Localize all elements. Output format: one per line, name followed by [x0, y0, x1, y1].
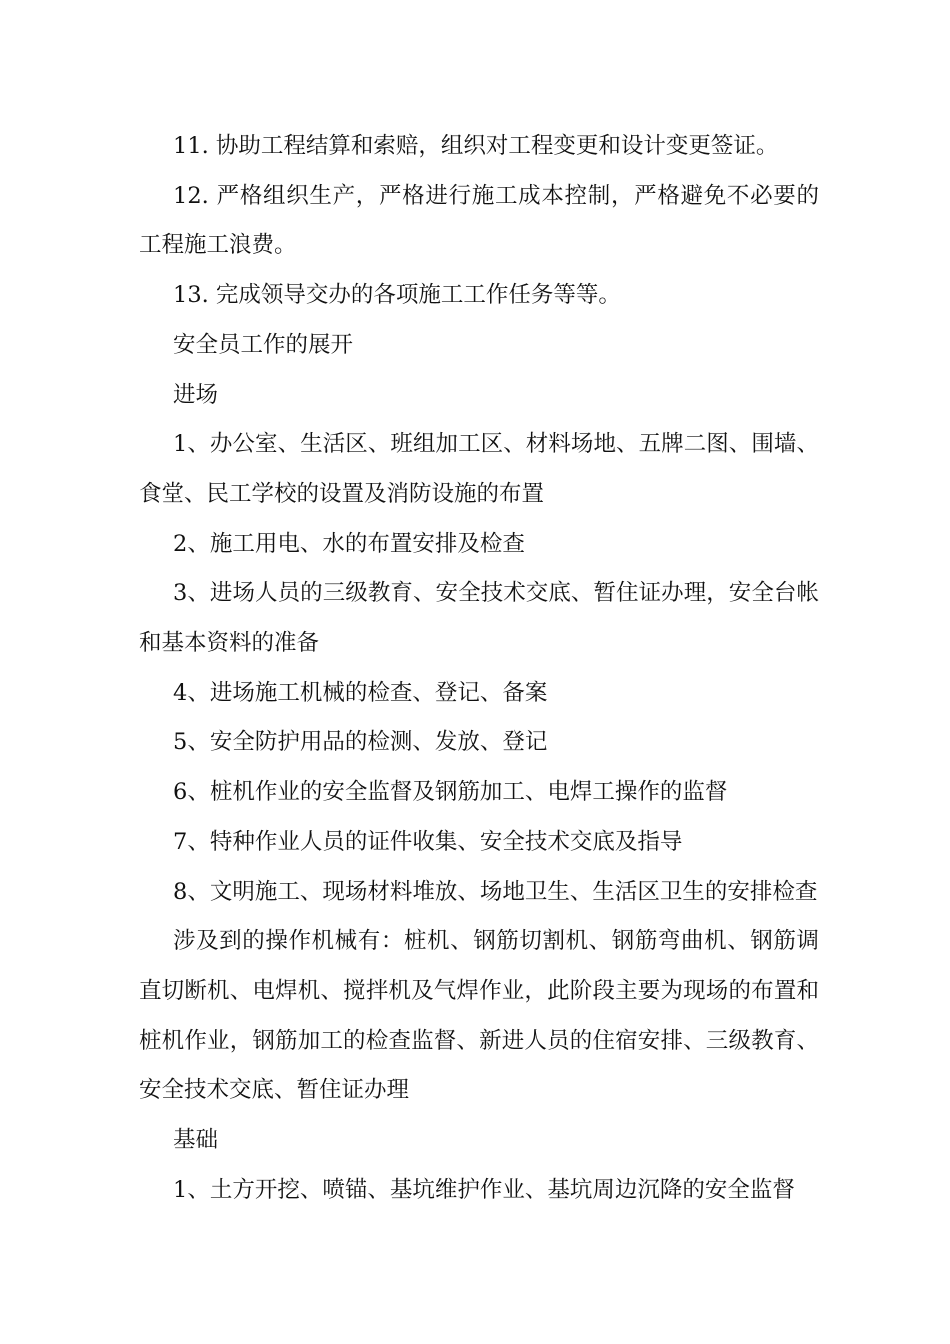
entry-item-8: 8、文明施工、现场材料堆放、场地卫生、生活区卫生的安排检查 — [173, 878, 818, 905]
subheading-foundation: 基础 — [173, 1127, 219, 1154]
item-13-paragraph: 13. 完成领导交办的各项施工工作任务等等。 — [173, 282, 621, 309]
entry-item-4: 4、进场施工机械的检查、登记、备案 — [173, 679, 548, 706]
foundation-item-1: 1、土方开挖、喷锚、基坑维护作业、基坑周边沉降的安全监督 — [173, 1176, 795, 1203]
entry-item-3: 3、进场人员的三级教育、安全技术交底、暂住证办理，安全台帐和基本资料的准备 — [139, 580, 819, 657]
entry-item-5: 5、安全防护用品的检测、发放、登记 — [173, 729, 548, 756]
entry-item-1: 1、办公室、生活区、班组加工区、材料场地、五牌二图、围墙、食堂、民工学校的设置及消防设施的布置 — [139, 431, 819, 507]
entry-item-6: 6、桩机作业的安全监督及钢筋加工、电焊工操作的监督 — [173, 779, 728, 806]
subheading-site-entry: 进场 — [173, 381, 219, 408]
entry-item-7: 7、特种作业人员的证件收集、安全技术交底及指导 — [173, 828, 683, 855]
item-11-paragraph: 11. 协助工程结算和索赔，组织对工程变更和设计变更签证。 — [173, 133, 779, 159]
section-heading-safety-officer: 安全员工作的展开 — [173, 331, 354, 358]
machinery-paragraph: 涉及到的操作机械有：桩机、钢筋切割机、钢筋弯曲机、钢筋调直切断机、电焊机、搅拌机及气焊作业，此阶段主要为现场的布置和桩机作业，钢筋加工的检查监督、新进人员的住宿安排、三级教育、安全技术交底、暂住证办理 — [139, 928, 819, 1104]
entry-item-2: 2、施工用电、水的布置安排及检查 — [173, 530, 525, 557]
document-body — [139, 122, 819, 1215]
item-12-paragraph: 12. 严格组织生产，严格进行施工成本控制，严格避免不必要的工程施工浪费。 — [139, 182, 819, 259]
